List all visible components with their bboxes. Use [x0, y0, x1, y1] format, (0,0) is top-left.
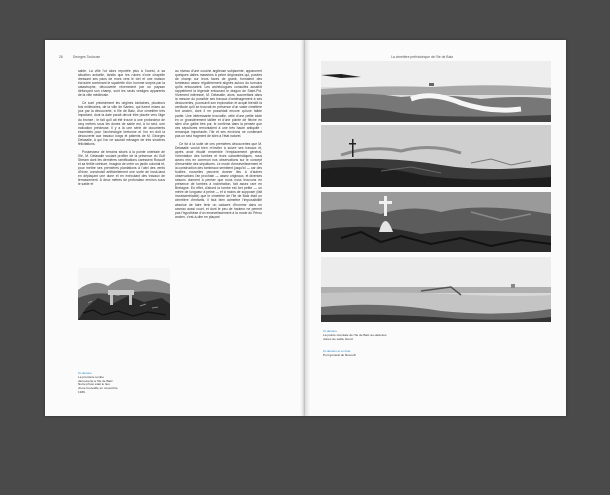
book-title: La cimetière préhistorique de l'île de Batz [391, 55, 454, 59]
text-column-1 [78, 69, 165, 371]
text-column-2 [175, 69, 262, 371]
caption-text: La première tombe découverte à l'île de Batz. Notre photo était le lieu d'une trouvaille en novembre 1936. [78, 374, 118, 394]
paragraph: Ce sont précisément les origines lointaines, plusieurs fois millénaires, de la ville de Santec, qui furent mises au jour par la découverte, à l'île de Batz, d'un cimetière très important, dont la date paraît devoir être placée vers l'âge du bronze ; le fait qu'il ait été trouvé à une profondeur de cinq mètres sous les dunes de sable est, à lui seul, une indication précieuse. Il y a là une série de documents essentiels pour l'archéologie bretonne et l'on en doit la découverte aux travaux longs et patients de M. Georges Delasalle, à qui l'on ne saurait ménager de très sincères félicitations. [78, 101, 165, 146]
running-head-right [391, 55, 453, 59]
right-page [305, 40, 566, 416]
left-photo-caption [78, 372, 118, 395]
paragraph: au niveau d'une couche argileuse subjacente, apparurent quelques dalles massives à peine dégrossies qui, posées de champ sur leurs faces de granit, formaient des tombeaux assez régulièrement alignés autour du tumulus qu'ils entouraient. Les archéologues consultés aussitôt rappelèrent la légende entourant le dragon de Saint-Pol. Vivement intéressé, M. Delasalle, alors, soumettant dans la mesure du possible ses travaux d'aménagement à ses découvertes, poursuivit son exploration et acquit bientôt la certitude qu'il se trouvait en présence d'un vaste cimetière fort ancien, dont il ne possédait encore qu'une faible partie. Une intéressante trouvaille, celle d'une petite idole en or grossièrement taillée et d'une pointe de flèche en silex d'un galbe très pur, le confirma dans la pensée que ces sépultures remontaient à une très haute antiquité : remarque importante, l'île et ses environs ne contenant pas un seul fragment de silex à l'état naturel. [175, 69, 262, 138]
photo-cross-rocks [321, 125, 551, 187]
running-head-left [59, 55, 100, 59]
paragraph: Ce fut à la suite de ces premières découvertes que M. Delasalle voulut bien m'inviter à suivre ses travaux et, après avoir étudié ensemble l'emplacement général, l'orientation des tombes et leurs caractéristiques, nous avons mis en commun nos observations sur le concept d'ensemble des sépultures. Le mode d'ensevelissement et la construction des tombeaux semblent jusqu'ici — car des fouilles nouvelles peuvent donner lieu à d'autres observations l'an prochain — assez originaux, et diverses raisons donnent à penser que nous nous trouvons en présence de tombes à incinération, fait assez rare en Bretagne. En effet, d'abord la tombe est fort petite — un mètre de longueur à peine — et à moins de supposer (fait invraisemblable) que le cimetière de l'île de Batz était un cimetière d'enfants, il faut bien admettre l'impossibilité absolue de faire tenir un cadavre d'homme dans un caveau aussi court, et dont le peu de hauteur ne permet pas l'hypothèse d'un ensevelissement à la mode du Pérou ancien, c'est-à-dire en plaçant [175, 141, 262, 219]
caption-text: Port général de Roscoff. [323, 352, 357, 357]
author-name: Georges Toulouse [72, 55, 101, 59]
paragraph: sable. La ville l'ut alors reportée plus à l'ouest, à sa situation actuelle, tandis que les ruines d'une chapelle dressant ses pans de murs vers le ciel et une maison écroulée contenant le squelette d'un homme surpris par la catastrophe, découverte récemment par un paysan défonçant son champ, sont les seuls vestiges apparents de la ville médiévale. [78, 69, 165, 98]
right-photo-caption-2 [323, 350, 395, 358]
left-page [45, 40, 305, 416]
book-spread [45, 40, 566, 416]
caption-label: Ci-dessus et en bas [323, 349, 351, 353]
caption-text: La pointe orientale de l'île de Batz au-delà des dunes de sable blond. [323, 332, 387, 341]
right-photo-caption-1 [323, 330, 395, 341]
photo-coast-landscape [321, 61, 551, 122]
photo-harbour-shoreline [321, 257, 551, 322]
photo-monument-excavation [321, 192, 551, 252]
caption-label: Ci-dessus [323, 329, 337, 333]
paragraph: Possesseur de terrains situés à la pointe orientale de l'île, M. Delasalle voulant profiter de la présence du Gulf Stream dont les dernières ramifications caressent Roscoff et sa fertile ceinture, imagina de créer un jardin colonial et, pour mettre ses premières plantations à l'abri des vents d'hiver, construisit artificiellement une sorte de bosk-land en déplaçant une dune et en exécutant des travaux de terrassement. À deux mètres de profondeur environ sous le sable et [78, 149, 165, 187]
photo-first-tomb [78, 268, 170, 320]
folio-number: 26 [59, 55, 63, 59]
caption-label: Ci-dessus [78, 371, 92, 375]
